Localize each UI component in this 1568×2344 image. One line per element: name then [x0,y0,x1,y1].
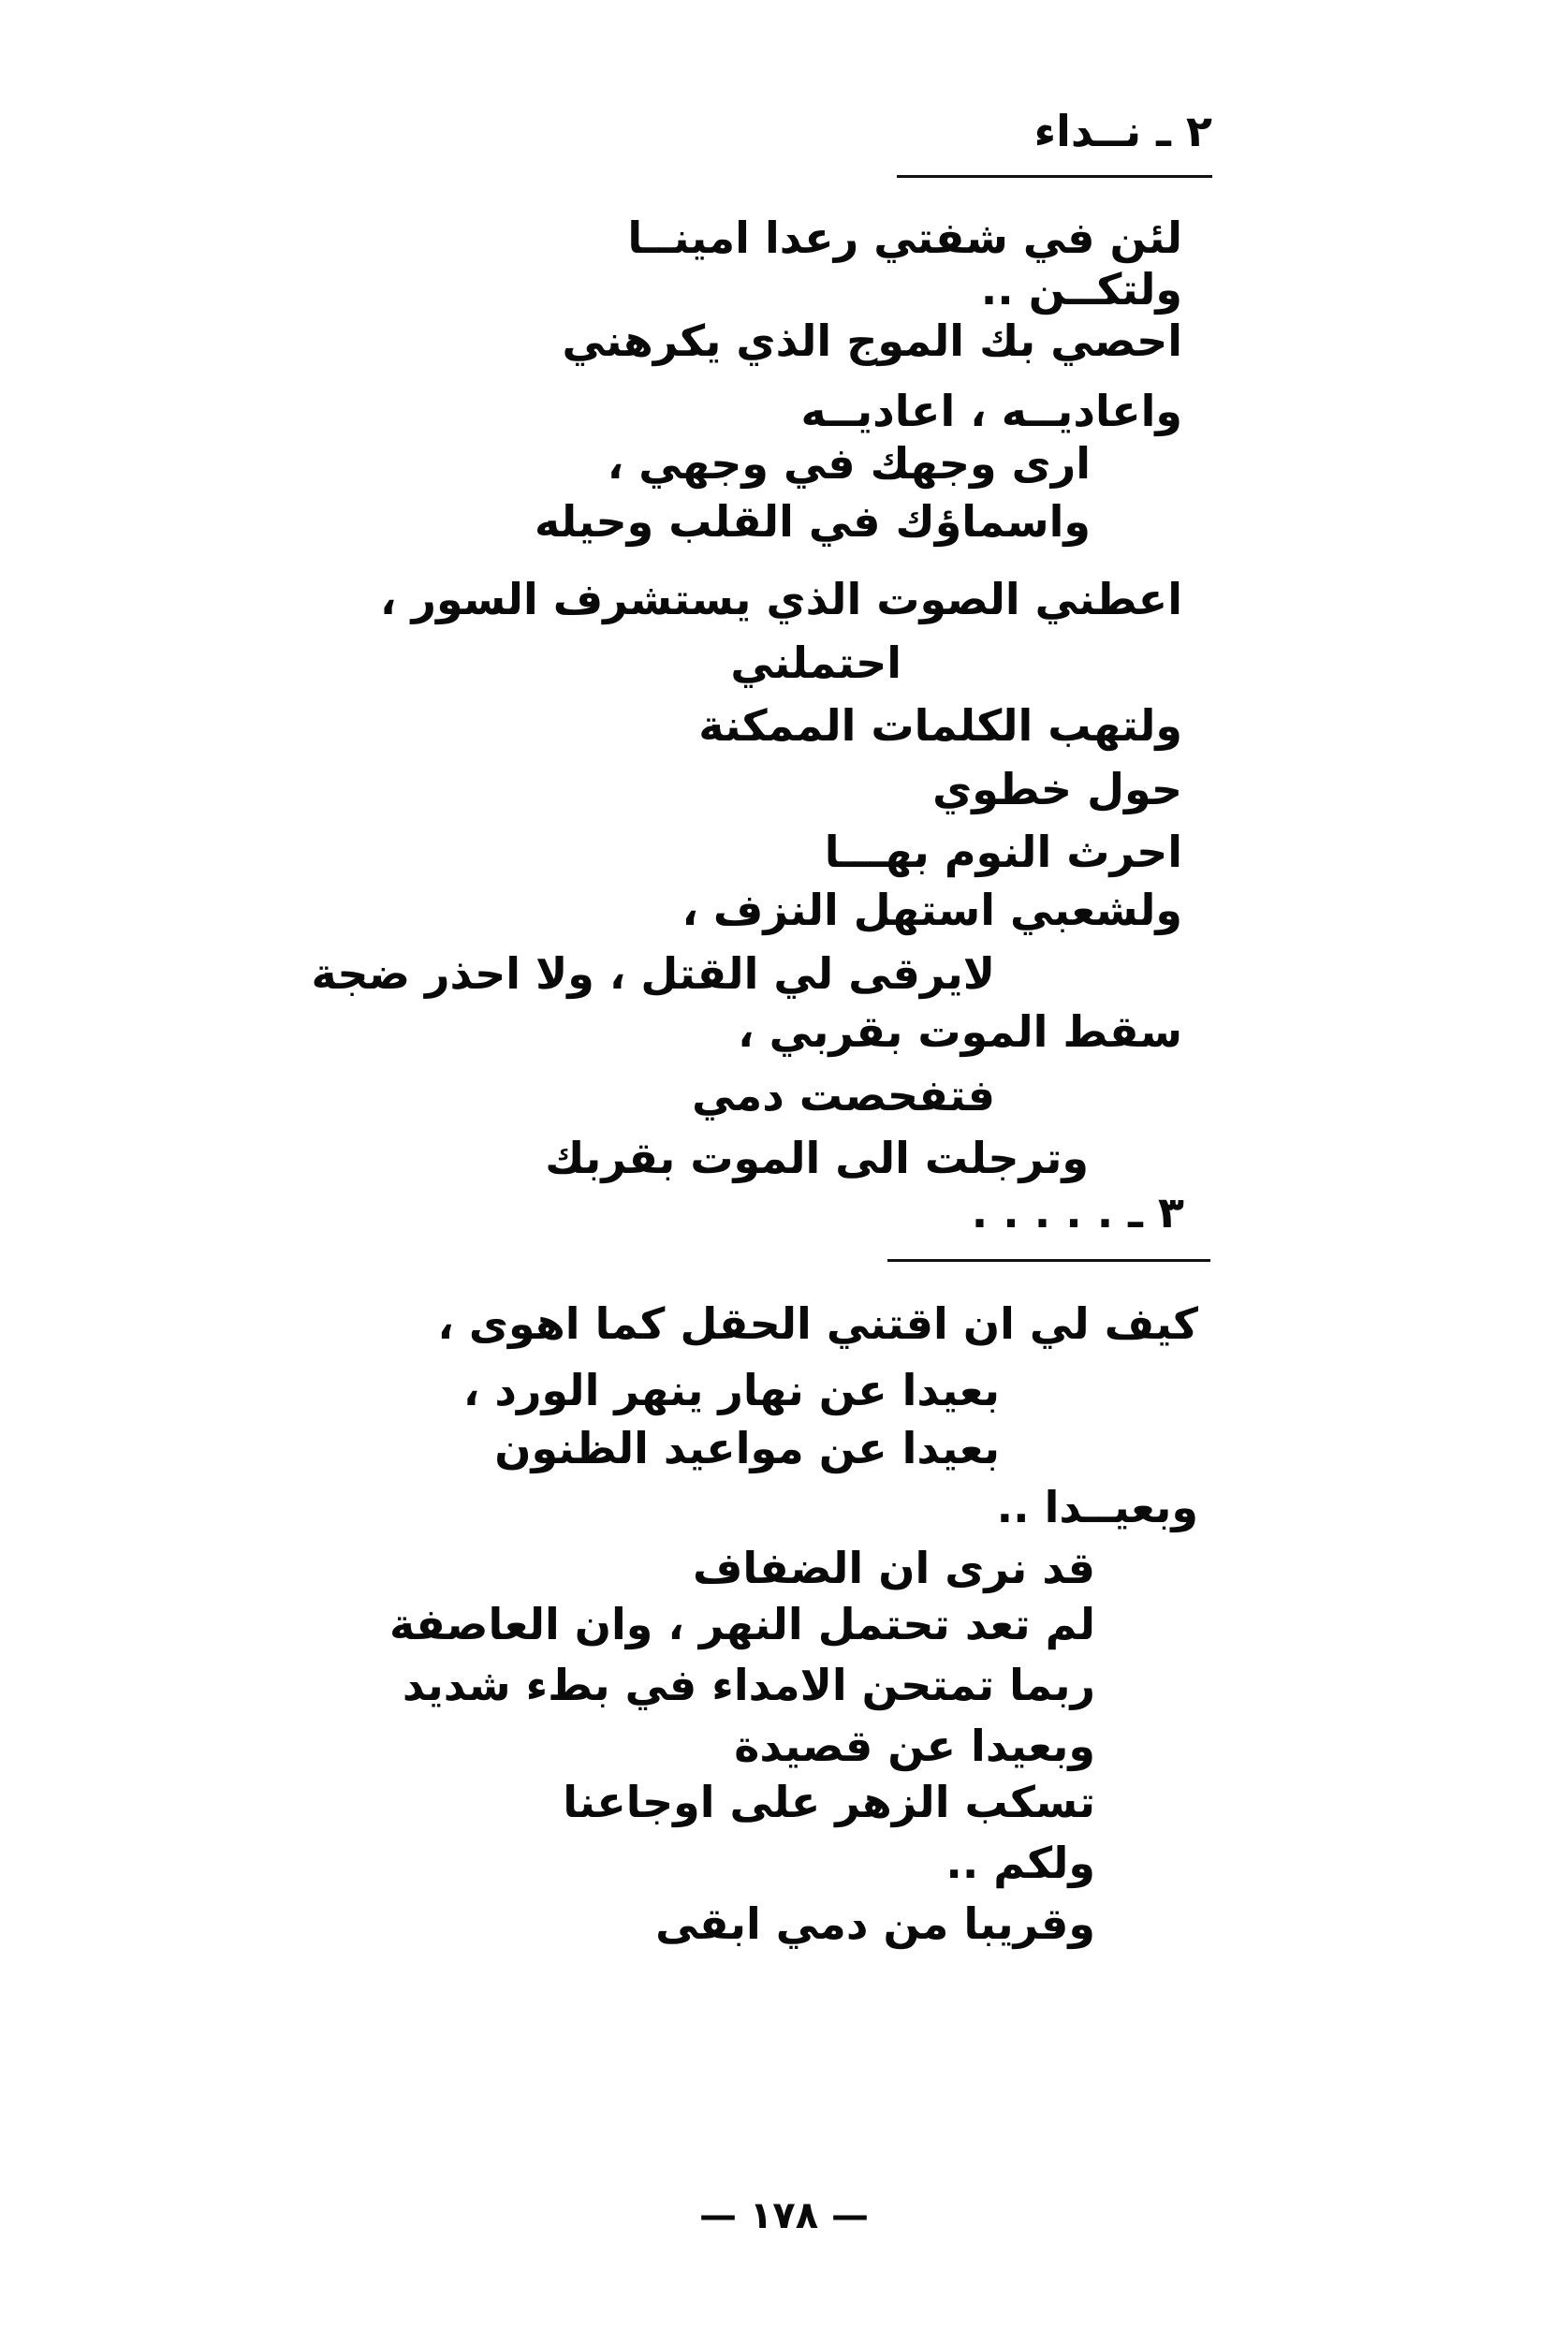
poem-line: وبعيــدا .. [996,1482,1198,1532]
poem-line: ارى وجهك في وجهي ، [607,438,1091,489]
poem-line: بعيدا عن نهار ينهر الورد ، [462,1365,1000,1415]
poem-line: كيف لي ان اقتني الحقل كما اهوى ، [437,1298,1198,1349]
section-heading-2-rule [897,175,1212,178]
poem-line: وبعيدا عن قصيدة [734,1721,1095,1771]
poem-line: اعطني الصوت الذي يستشرف السور ، [380,574,1182,624]
poem-line: ولشعبي استهل النزف ، [681,885,1182,935]
poem-line: لم تعد تحتمل النهر ، وان العاصفة [389,1599,1095,1649]
section-heading-3-rule [887,1259,1210,1262]
poem-line: لئن في شفتي رعدا امينــا [627,212,1182,263]
poem-line: حول خطوي [932,764,1182,814]
poem-line: بعيدا عن مواعيد الظنون [494,1423,1000,1473]
section-heading-3: ٣ ـ . . . . . [971,1187,1184,1238]
poem-line: لايرقى لي القتل ، ولا احذر ضجة [311,948,995,999]
page-number: — ١٧٨ — [698,2194,870,2237]
poem-line: واعاديــه ، اعاديــه [800,386,1182,436]
poem-line: سقط الموت بقربي ، [738,1006,1182,1057]
poem-line: ولتهب الكلمات الممكنة [698,700,1182,751]
poem-line: وترجلت الى الموت بقربك [545,1133,1089,1183]
poem-line: احرث النوم بهـــا [824,827,1182,877]
poem-line: ولتكــن .. [980,264,1182,315]
poem-line: فتفحصت دمي [692,1070,995,1121]
poem-line: ربما تمتحن الامداء في بطء شديد [402,1660,1095,1710]
section-heading-2: ٢ ـ نــداء [1033,106,1212,156]
poem-line: وقريبا من دمي ابقى [655,1898,1095,1949]
poem-line: ولكم .. [945,1838,1095,1888]
poem-line: احتملني [730,637,901,688]
poem-line: واسماؤك في القلب وحيله [535,496,1091,547]
poem-line: تسكب الزهر على اوجاعنا [563,1777,1095,1827]
poem-line: قد نرى ان الضفاف [693,1543,1095,1593]
poem-line: احصي بك الموج الذي يكرهني [562,315,1182,366]
